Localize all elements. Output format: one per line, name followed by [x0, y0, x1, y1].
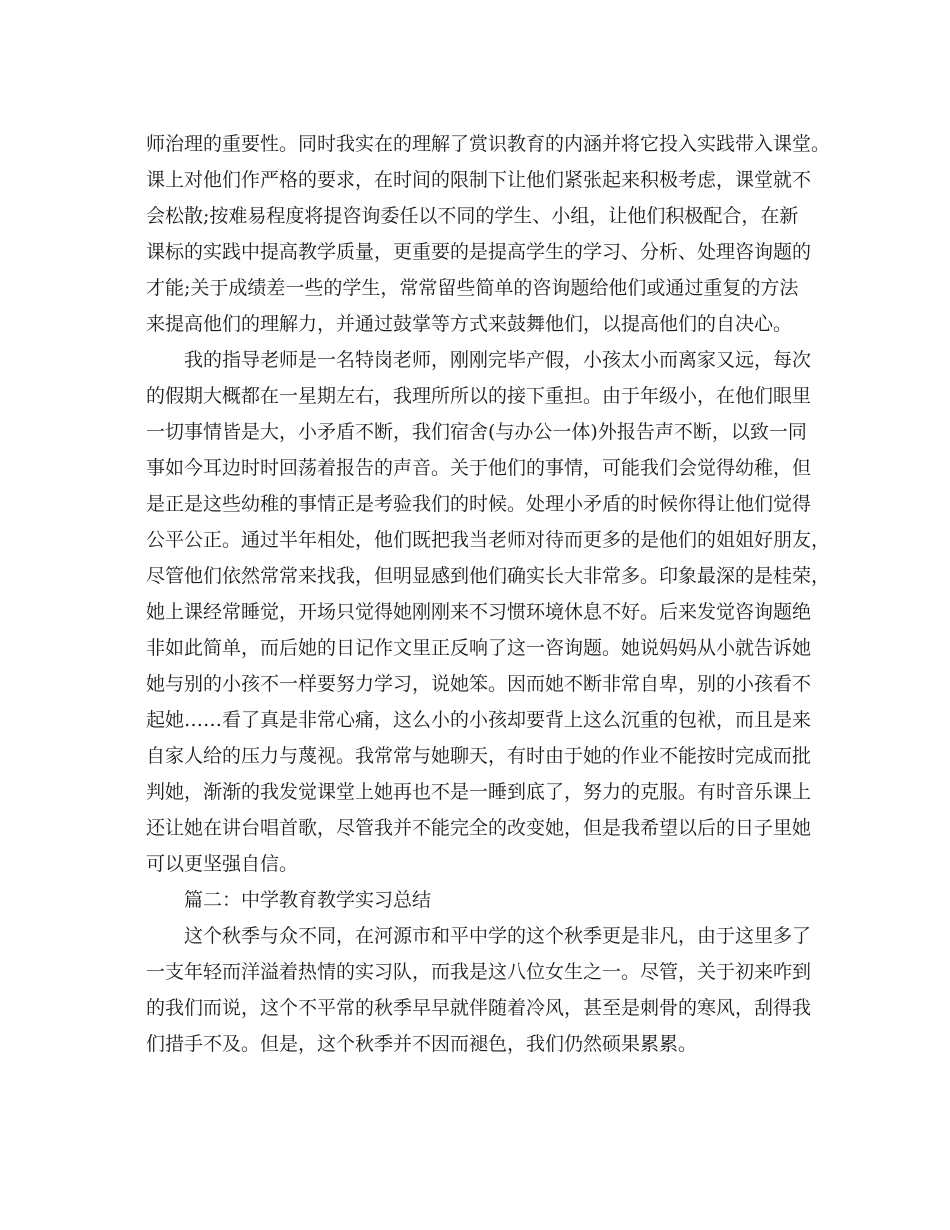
text-line: 她与别的小孩不一样要努力学习，说她笨。因而她不断非常自卑，别的小孩看不: [146, 673, 812, 695]
text-line: 非如此简单，而后她的日记作文里正反响了这一咨询题。她说妈妈从小就告诉她: [146, 637, 812, 659]
text-line: 公平公正。通过半年相处，他们既把我当老师对待而更多的是他们的姐姐好朋友，: [146, 529, 831, 551]
text-line: 篇二：中学教育教学实习总结: [184, 889, 432, 911]
text-line: 自家人给的压力与蔑视。我常常与她聊天，有时由于她的作业不能按时完成而批: [146, 745, 812, 767]
text-line: 课上对他们作严格的要求，在时间的限制下让他们紧张起来积极考虑，课堂就不: [146, 169, 812, 191]
text-line: 是正是这些幼稚的事情正是考验我们的时候。处理小矛盾的时候你得让他们觉得: [146, 493, 812, 515]
text-line: 还让她在讲台唱首歌，尽管我并不能完全的改变她，但是我希望以后的日子里她: [146, 817, 812, 839]
text-line: 来提高他们的理解力，并通过鼓掌等方式来鼓舞他们，以提高他们的自决心。: [146, 313, 793, 335]
text-line: 她上课经常睡觉，开场只觉得她刚刚来不习惯环境休息不好。后来发觉咨询题绝: [146, 601, 812, 623]
text-line: 可以更坚强自信。: [146, 853, 299, 875]
text-line: 起她……看了真是非常心痛，这么小的小孩却要背上这么沉重的包袱，而且是来: [146, 709, 812, 731]
text-line: 判她，渐渐的我发觉课堂上她再也不是一睡到底了，努力的克服。有时音乐课上: [146, 781, 812, 803]
text-line: 师治理的重要性。同时我实在的理解了赏识教育的内涵并将它投入实践带入课堂。: [146, 133, 831, 155]
text-line: 的假期大概都在一星期左右，我理所所以的接下重担。由于年级小，在他们眼里: [146, 385, 812, 407]
text-line: 事如今耳边时时回荡着报告的声音。关于他们的事情，可能我们会觉得幼稚，但: [146, 457, 812, 479]
text-line: 尽管他们依然常常来找我，但明显感到他们确实长大非常多。印象最深的是桂荣，: [146, 565, 831, 587]
document-body: [146, 126, 831, 1062]
text-line: 这个秋季与众不同，在河源市和平中学的这个秋季更是非凡，由于这里多了: [184, 925, 812, 947]
text-line: 的我们而说，这个不平常的秋季早早就伴随着冷风，甚至是刺骨的寒风，刮得我: [146, 997, 812, 1019]
text-line: 我的指导老师是一名特岗老师，刚刚完毕产假，小孩太小而离家又远，每次: [184, 349, 812, 371]
text-line: 课标的实践中提高教学质量，更重要的是提高学生的学习、分析、处理咨询题的: [146, 241, 812, 263]
text-line: 一支年轻而洋溢着热情的实习队，而我是这八位女生之一。尽管，关于初来咋到: [146, 961, 812, 983]
text-line: 们措手不及。但是，这个秋季并不因而褪色，我们仍然硕果累累。: [146, 1033, 698, 1055]
text-line: 才能;关于成绩差一些的学生，常常留些简单的咨询题给他们或通过重复的方法: [146, 277, 799, 299]
text-line: 一切事情皆是大，小矛盾不断，我们宿舍(与办公一体)外报告声不断，以致一同: [146, 421, 807, 443]
text-line: 会松散;按难易程度将提咨询委任以不同的学生、小组，让他们积极配合，在新: [146, 205, 799, 227]
